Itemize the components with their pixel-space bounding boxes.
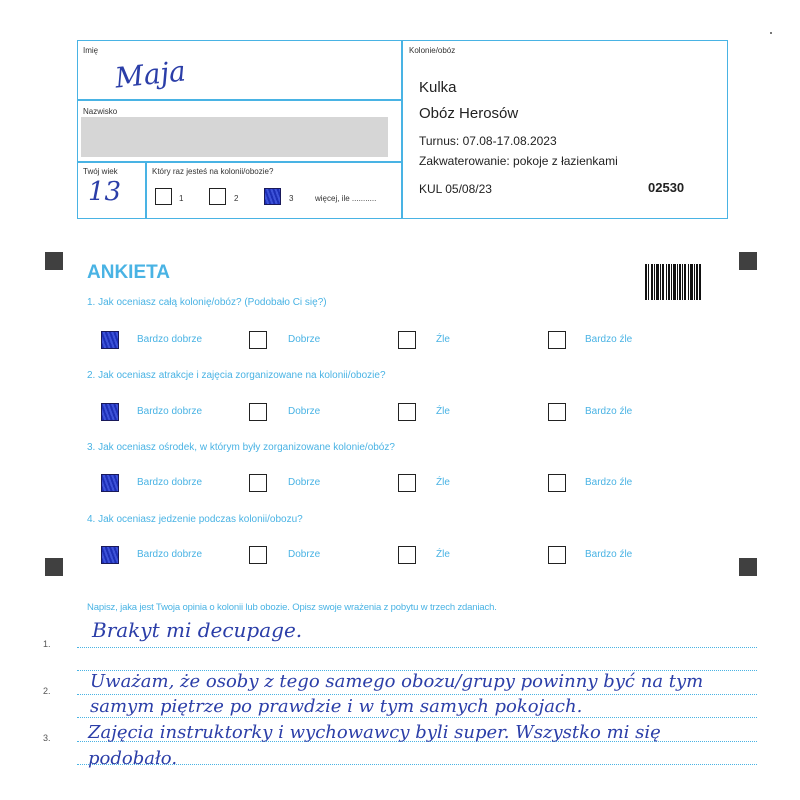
- question-3: 3. Jak oceniasz ośrodek, w którym były zorganizowane kolonie/obóz?: [87, 442, 395, 453]
- question-1: 1. Jak oceniasz całą kolonię/obóz? (Podobało Ci się?): [87, 297, 327, 308]
- imie-label: Imię: [83, 46, 99, 55]
- writing-line-1: [77, 647, 757, 648]
- barcode: [645, 264, 701, 300]
- ktory-raz-option-1: 1: [179, 194, 184, 203]
- q4-option-bardzo-dobrze: Bardzo dobrze: [137, 549, 203, 560]
- q3-option-bardzo-zle: Bardzo źle: [585, 477, 633, 488]
- q3-option-zle: Źle: [436, 477, 450, 488]
- q1-option-dobrze: Dobrze: [288, 334, 321, 345]
- line-number-2: 2.: [43, 686, 51, 696]
- opinion-prompt: Napisz, jaka jest Twoja opinia o kolonii lub obozie. Opisz swoje wrażenia z pobytu w trzech zdaniach.: [87, 602, 497, 613]
- q2-option-bardzo-dobrze: Bardzo dobrze: [137, 406, 203, 417]
- q3-checkbox-dobrze[interactable]: [249, 474, 267, 492]
- writing-line-2b: [77, 717, 757, 718]
- line-number-3: 3.: [43, 733, 51, 743]
- survey-title: ANKIETA: [87, 262, 171, 283]
- q4-checkbox-dobrze[interactable]: [249, 546, 267, 564]
- wiek-label: Twój wiek: [83, 167, 118, 176]
- ktory-raz-checkbox-1[interactable]: [155, 188, 172, 205]
- q3-checkbox-bardzo-dobrze[interactable]: [101, 474, 119, 492]
- wiek-value: 13: [88, 177, 122, 207]
- header-divider-vertical: [401, 40, 403, 219]
- camp-code: KUL 05/08/23: [419, 182, 492, 196]
- registration-marker-bottom-left: [45, 558, 63, 576]
- ktory-raz-checkbox-3[interactable]: [264, 188, 281, 205]
- question-2: 2. Jak oceniasz atrakcje i zajęcia zorganizowane na kolonii/obozie?: [87, 370, 386, 381]
- kolonie-label: Kolonie/obóz: [409, 46, 456, 55]
- q4-checkbox-bardzo-zle[interactable]: [548, 546, 566, 564]
- turnus: Turnus: 07.08-17.08.2023: [419, 134, 557, 148]
- form-number: 02530: [648, 180, 685, 195]
- ktory-raz-label: Który raz jesteś na kolonii/obozie?: [152, 167, 274, 176]
- q3-checkbox-bardzo-zle[interactable]: [548, 474, 566, 492]
- q4-checkbox-bardzo-dobrze[interactable]: [101, 546, 119, 564]
- ktory-raz-option-3: 3: [289, 194, 294, 203]
- registration-marker-top-right: [739, 252, 757, 270]
- opinion-handwriting-3: samym piętrze po prawdzie i w tym samych pokojach.: [90, 696, 583, 717]
- opinion-handwriting-1: Brakyt mi decupage.: [92, 618, 303, 642]
- ktory-raz-option-more: więcej, ile ...........: [315, 194, 377, 203]
- q2-option-bardzo-zle: Bardzo źle: [585, 406, 633, 417]
- redacted-surname: [81, 117, 388, 157]
- imie-value: Maja: [113, 54, 188, 95]
- writing-line-2: [77, 694, 757, 695]
- q2-option-dobrze: Dobrze: [288, 406, 321, 417]
- q1-option-bardzo-zle: Bardzo źle: [585, 334, 633, 345]
- opinion-handwriting-4: Zajęcia instruktorky i wychowawcy byli super. Wszystko mi się: [88, 722, 661, 743]
- q3-option-dobrze: Dobrze: [288, 477, 321, 488]
- q1-checkbox-bardzo-dobrze[interactable]: [101, 331, 119, 349]
- q4-option-bardzo-zle: Bardzo źle: [585, 549, 633, 560]
- q3-option-bardzo-dobrze: Bardzo dobrze: [137, 477, 203, 488]
- camp-name: Kulka: [419, 79, 457, 96]
- ktory-raz-checkbox-2[interactable]: [209, 188, 226, 205]
- q3-checkbox-zle[interactable]: [398, 474, 416, 492]
- q2-checkbox-dobrze[interactable]: [249, 403, 267, 421]
- nazwisko-label: Nazwisko: [83, 107, 118, 116]
- q4-option-zle: Źle: [436, 549, 450, 560]
- q4-option-dobrze: Dobrze: [288, 549, 321, 560]
- line-number-1: 1.: [43, 639, 51, 649]
- opinion-handwriting-5: podobało.: [88, 748, 178, 769]
- q2-checkbox-zle[interactable]: [398, 403, 416, 421]
- zakwaterowanie: Zakwaterowanie: pokoje z łazienkami: [419, 154, 618, 168]
- writing-line-3b: [77, 764, 757, 765]
- q1-checkbox-dobrze[interactable]: [249, 331, 267, 349]
- ktory-raz-option-2: 2: [234, 194, 239, 203]
- q1-option-bardzo-dobrze: Bardzo dobrze: [137, 334, 203, 345]
- divider-wiek: [145, 161, 147, 218]
- q1-checkbox-zle[interactable]: [398, 331, 416, 349]
- q1-option-zle: Źle: [436, 334, 450, 345]
- scan-dot: [770, 32, 772, 34]
- q4-checkbox-zle[interactable]: [398, 546, 416, 564]
- q1-checkbox-bardzo-zle[interactable]: [548, 331, 566, 349]
- q2-checkbox-bardzo-dobrze[interactable]: [101, 403, 119, 421]
- registration-marker-top-left: [45, 252, 63, 270]
- divider-imie: [77, 99, 402, 101]
- registration-marker-bottom-right: [739, 558, 757, 576]
- divider-nazwisko: [77, 161, 402, 163]
- opinion-handwriting-2: Uważam, że osoby z tego samego obozu/grupy powinny być na tym: [90, 671, 704, 692]
- question-4: 4. Jak oceniasz jedzenie podczas kolonii/obozu?: [87, 514, 303, 525]
- q2-option-zle: Źle: [436, 406, 450, 417]
- camp-program: Obóz Herosów: [419, 105, 519, 122]
- q2-checkbox-bardzo-zle[interactable]: [548, 403, 566, 421]
